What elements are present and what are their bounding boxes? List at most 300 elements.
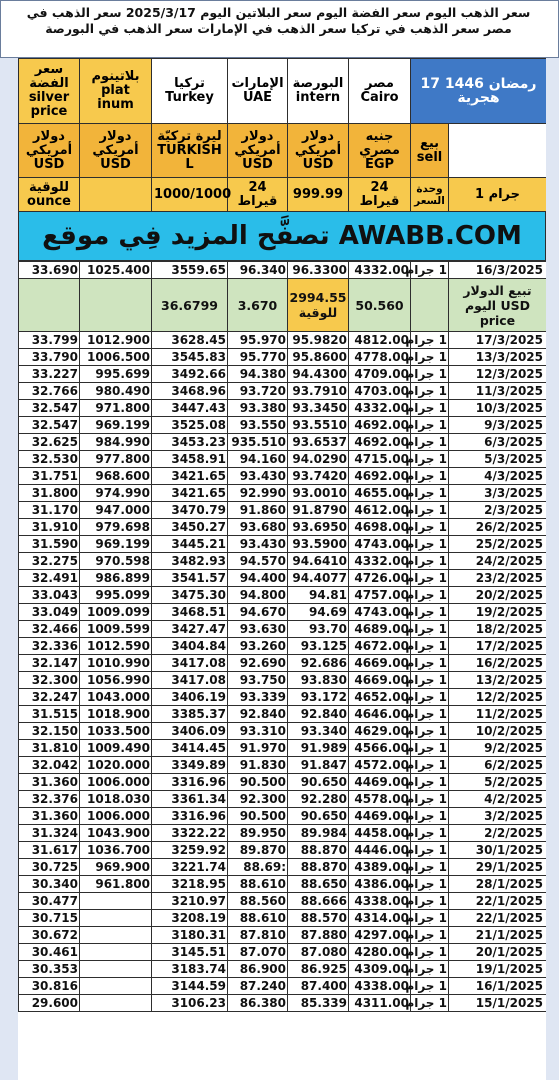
cell-uae: 86.380 [228, 995, 288, 1012]
table-row [19, 502, 547, 519]
table-row [19, 451, 547, 468]
cell-date: 5/3/2025 [449, 451, 547, 468]
cell-turkey: 3417.08 [152, 672, 228, 689]
cell-cairo: 4332.00 [349, 262, 411, 279]
cell-uae: 88.610 [228, 876, 288, 893]
cell-uae: 87.070 [228, 944, 288, 961]
cell-cairo: 4566.00 [349, 740, 411, 757]
table-row [19, 740, 547, 757]
table-row [19, 332, 547, 349]
cell-turkey: 3406.09 [152, 723, 228, 740]
left-margin [0, 58, 18, 1080]
unit-gram: 1 جرام [449, 178, 547, 212]
table-row [19, 893, 547, 910]
header-turkey: تركيا Turkey [152, 59, 228, 124]
cell-cairo: 4280.00 [349, 944, 411, 961]
price-intern: 2994.55 للوقية [288, 279, 349, 332]
table-row [19, 587, 547, 604]
cell-unit: 1 جرام [405, 860, 447, 874]
cell-unit: 1 جرام [405, 588, 447, 602]
table-row [19, 621, 547, 638]
unit-intern: 999.99 [288, 178, 349, 212]
cell-date: 20/2/2025 [449, 587, 547, 604]
cell-turkey: 3450.27 [152, 519, 228, 536]
unit-cairo: 24 قيراط [349, 178, 411, 212]
cell-silver: 30.715 [19, 910, 80, 927]
cell-date: 3/3/2025 [449, 485, 547, 502]
cell-date: 4/2/2025 [449, 791, 547, 808]
cell-intern: 93.125 [288, 638, 349, 655]
cell-uae: 90.500 [228, 808, 288, 825]
cell-platinum: 969.199 [80, 417, 152, 434]
cell-intern: 90.650 [288, 808, 349, 825]
cell-platinum: 947.000 [80, 502, 152, 519]
cell-date: 28/1/2025 [449, 876, 547, 893]
cell-intern: 94.81 [288, 587, 349, 604]
cell-silver: 31.170 [19, 502, 80, 519]
cell-cairo: 4692.00 [349, 434, 411, 451]
unit-uae: 24 قيراط [228, 178, 288, 212]
cell-intern: 92.840 [288, 706, 349, 723]
cell-platinum: 970.598 [80, 553, 152, 570]
cell-turkey: 3414.45 [152, 740, 228, 757]
unit-silver: للوقية ounce [19, 178, 80, 212]
cell-silver: 31.910 [19, 519, 80, 536]
cell-intern: 93.340 [288, 723, 349, 740]
cell-platinum [80, 961, 152, 978]
cell-cairo: 4646.00 [349, 706, 411, 723]
cell-unit: 1 جرام [405, 690, 447, 704]
cell-turkey: 3427.47 [152, 621, 228, 638]
cell-turkey: 3417.08 [152, 655, 228, 672]
cell-platinum: 961.800 [80, 876, 152, 893]
cell-intern: 94.6410 [288, 553, 349, 570]
cell-unit: 1 جرام [405, 605, 447, 619]
unit-platinum [80, 178, 152, 212]
cell-intern: 93.0010 [288, 485, 349, 502]
cell-intern: 88.870 [288, 842, 349, 859]
cell-platinum: 1025.400 [80, 262, 152, 279]
currency-blank [449, 124, 547, 178]
currency-sell: بيع sell [411, 124, 449, 178]
cell-date: 25/2/2025 [449, 536, 547, 553]
cell-platinum: 1036.700 [80, 842, 152, 859]
cell-uae: 87.240 [228, 978, 288, 995]
cell-date: 6/3/2025 [449, 434, 547, 451]
cell-platinum: 980.490 [80, 383, 152, 400]
cell-turkey: 3316.96 [152, 774, 228, 791]
cell-turkey: 3183.74 [152, 961, 228, 978]
cell-unit: 1 جرام [405, 622, 447, 636]
cell-platinum: 984.990 [80, 434, 152, 451]
cell-turkey: 3218.95 [152, 876, 228, 893]
cell-silver: 33.043 [19, 587, 80, 604]
cell-uae: 93.310 [228, 723, 288, 740]
cell-date: 21/1/2025 [449, 927, 547, 944]
cell-intern: 90.650 [288, 774, 349, 791]
cell-turkey: 3145.51 [152, 944, 228, 961]
cell-uae: 94.670 [228, 604, 288, 621]
table-row [19, 757, 547, 774]
table-row [19, 536, 547, 553]
cell-intern: 89.984 [288, 825, 349, 842]
cell-cairo: 4332.00 [349, 553, 411, 570]
cell-cairo: 4297.00 [349, 927, 411, 944]
cell-cairo: 4446.00 [349, 842, 411, 859]
cell-cairo: 4743.00 [349, 604, 411, 621]
cell-unit: 1 جرام [405, 367, 447, 381]
cell-uae: 91.830 [228, 757, 288, 774]
right-margin [546, 58, 559, 1080]
cell-unit: 1 جرام [405, 911, 447, 925]
cell-cairo: 4757.00 [349, 587, 411, 604]
cell-unit: 1 جرام [405, 333, 447, 347]
cell-uae: 94.160 [228, 451, 288, 468]
cell-unit: 1 جرام [405, 435, 447, 449]
cell-unit: 1 جرام [405, 520, 447, 534]
cell-cairo: 4655.00 [349, 485, 411, 502]
header-table [18, 58, 547, 212]
cell-silver: 31.617 [19, 842, 80, 859]
cell-unit: 1 جرام [405, 792, 447, 806]
price-silver [19, 279, 80, 332]
cell-turkey: 3421.65 [152, 485, 228, 502]
table-row [19, 366, 547, 383]
cell-turkey: 3492.66 [152, 366, 228, 383]
cell-intern: 93.70 [288, 621, 349, 638]
cell-platinum: 1043.000 [80, 689, 152, 706]
cell-cairo: 4612.00 [349, 502, 411, 519]
cell-platinum [80, 893, 152, 910]
cell-date: 26/2/2025 [449, 519, 547, 536]
cell-unit: 1 جرام [405, 452, 447, 466]
cell-turkey: 3453.23 [152, 434, 228, 451]
cell-silver: 31.360 [19, 808, 80, 825]
cell-unit: 1 جرام [405, 503, 447, 517]
cell-unit: 1 جرام [405, 962, 447, 976]
cell-silver: 33.799 [19, 332, 80, 349]
cell-platinum: 1006.000 [80, 808, 152, 825]
cell-platinum: 1056.990 [80, 672, 152, 689]
cell-date: 19/2/2025 [449, 604, 547, 621]
cell-intern: 94.69 [288, 604, 349, 621]
cell-turkey: 3468.96 [152, 383, 228, 400]
cell-turkey: 3445.21 [152, 536, 228, 553]
price-cairo: 50.560 [349, 279, 411, 332]
cell-turkey: 3628.45 [152, 332, 228, 349]
table-row [19, 689, 547, 706]
table-row [19, 944, 547, 961]
header-platinum: بلاتينوم plat inum [80, 59, 152, 124]
cell-turkey: 3421.65 [152, 468, 228, 485]
cell-cairo: 4812.00 [349, 332, 411, 349]
table-row [19, 417, 547, 434]
cell-silver: 32.466 [19, 621, 80, 638]
cell-turkey: 3541.57 [152, 570, 228, 587]
table-row [19, 655, 547, 672]
cell-date: 16/2/2025 [449, 655, 547, 672]
table-row [19, 723, 547, 740]
cell-uae: 88.560 [228, 893, 288, 910]
cell-intern: 92.280 [288, 791, 349, 808]
cell-uae: 94.380 [228, 366, 288, 383]
cell-cairo: 4743.00 [349, 536, 411, 553]
cell-unit: 1 جرام [405, 656, 447, 670]
cell-silver: 30.816 [19, 978, 80, 995]
cell-date: 16/1/2025 [449, 978, 547, 995]
table-row [19, 842, 547, 859]
cell-silver: 33.227 [19, 366, 80, 383]
table-row [19, 638, 547, 655]
cell-uae: 90.500 [228, 774, 288, 791]
cell-unit: 1 جرام [405, 996, 447, 1010]
cell-date: 3/2/2025 [449, 808, 547, 825]
cell-silver: 30.461 [19, 944, 80, 961]
cell-unit: 1 جرام [405, 486, 447, 500]
cell-cairo: 4469.00 [349, 808, 411, 825]
cell-date: 5/2/2025 [449, 774, 547, 791]
cell-uae: 95.770 [228, 349, 288, 366]
cell-turkey: 3404.84 [152, 638, 228, 655]
cell-turkey: 3210.97 [152, 893, 228, 910]
cell-platinum: 974.990 [80, 485, 152, 502]
cell-unit: 1 جرام [405, 401, 447, 415]
cell-cairo: 4469.00 [349, 774, 411, 791]
cell-cairo: 4692.00 [349, 417, 411, 434]
cell-platinum: 1009.490 [80, 740, 152, 757]
cell-uae: 93.550 [228, 417, 288, 434]
price-label-unit [411, 279, 449, 332]
cell-unit: 1 جرام [405, 469, 447, 483]
cell-turkey: 3468.51 [152, 604, 228, 621]
unit-turkey: 1000/1000 [152, 178, 228, 212]
cell-silver: 33.790 [19, 349, 80, 366]
cell-unit: 1 جرام [405, 741, 447, 755]
cell-silver: 32.376 [19, 791, 80, 808]
cell-silver: 32.300 [19, 672, 80, 689]
cell-date: 9/3/2025 [449, 417, 547, 434]
cell-unit: 1 جرام [405, 724, 447, 738]
cell-date: 13/2/2025 [449, 672, 547, 689]
cell-intern: 93.172 [288, 689, 349, 706]
cell-cairo: 4698.00 [349, 519, 411, 536]
cell-platinum: 1020.000 [80, 757, 152, 774]
cell-platinum: 1006.000 [80, 774, 152, 791]
cell-unit: 1 جرام [405, 758, 447, 772]
cell-turkey: 3470.79 [152, 502, 228, 519]
currency-cairo: جنيه مصري EGP [349, 124, 411, 178]
table-row [19, 791, 547, 808]
cell-uae: 87.810 [228, 927, 288, 944]
price-table [18, 261, 547, 1012]
cell-intern: 93.7910 [288, 383, 349, 400]
cell-unit: 1 جرام [405, 571, 447, 585]
cell-uae: 93.750 [228, 672, 288, 689]
cell-uae: 89.950 [228, 825, 288, 842]
header-silver: سعر الفضة silver price [19, 59, 80, 124]
table-row [19, 910, 547, 927]
table-row [19, 434, 547, 451]
cell-turkey: 3525.08 [152, 417, 228, 434]
cell-silver: 32.625 [19, 434, 80, 451]
cell-silver: 32.150 [19, 723, 80, 740]
cell-unit: 1 جرام [405, 707, 447, 721]
cell-cairo: 4703.00 [349, 383, 411, 400]
table-row [19, 383, 547, 400]
cell-date: 22/1/2025 [449, 910, 547, 927]
cell-unit: 1 جرام [405, 263, 447, 277]
cell-silver: 32.491 [19, 570, 80, 587]
cell-intern: 91.989 [288, 740, 349, 757]
cell-platinum: 1012.590 [80, 638, 152, 655]
cell-intern: 96.3300 [288, 262, 349, 279]
cell-silver: 32.147 [19, 655, 80, 672]
cell-unit: 1 جرام [405, 639, 447, 653]
cell-turkey: 3475.30 [152, 587, 228, 604]
cell-uae: 94.800 [228, 587, 288, 604]
unit-label: وحدة السعر [411, 178, 449, 212]
cell-silver: 32.042 [19, 757, 80, 774]
cell-turkey: 3385.37 [152, 706, 228, 723]
cell-turkey: 3322.22 [152, 825, 228, 842]
cell-intern: 91.8790 [288, 502, 349, 519]
cell-platinum: 995.099 [80, 587, 152, 604]
currency-intern: دولار أمريكي USD [288, 124, 349, 178]
cell-uae: 93.430 [228, 536, 288, 553]
cell-cairo: 4652.00 [349, 689, 411, 706]
header-date-hijri: 17 رمضان 1446 هجرية [411, 59, 547, 124]
cell-turkey: 3259.92 [152, 842, 228, 859]
table-row [19, 349, 547, 366]
cell-date: 19/1/2025 [449, 961, 547, 978]
cell-date: 22/1/2025 [449, 893, 547, 910]
cell-turkey: 3545.83 [152, 349, 228, 366]
cell-unit: 1 جرام [405, 826, 447, 840]
table-row [19, 262, 547, 279]
cell-silver: 31.324 [19, 825, 80, 842]
cell-intern: 92.686 [288, 655, 349, 672]
table-row [19, 604, 547, 621]
cell-silver: 31.751 [19, 468, 80, 485]
cell-date: 10/3/2025 [449, 400, 547, 417]
cell-platinum: 1012.900 [80, 332, 152, 349]
cell-platinum: 1006.500 [80, 349, 152, 366]
cell-turkey: 3144.59 [152, 978, 228, 995]
cell-date: 9/2/2025 [449, 740, 547, 757]
cell-unit: 1 جرام [405, 843, 447, 857]
cell-intern: 93.6950 [288, 519, 349, 536]
cell-intern: 88.650 [288, 876, 349, 893]
cell-uae: 89.870 [228, 842, 288, 859]
cell-uae: 92.990 [228, 485, 288, 502]
table-row [19, 995, 547, 1012]
cell-uae: 93.380 [228, 400, 288, 417]
cell-intern: 86.925 [288, 961, 349, 978]
price-platinum [80, 279, 152, 332]
cell-platinum: 1033.500 [80, 723, 152, 740]
table-row [19, 672, 547, 689]
cell-unit: 1 جرام [405, 894, 447, 908]
currency-turkey: ليرة تركيّة TURKISH L [152, 124, 228, 178]
cell-platinum: 977.800 [80, 451, 152, 468]
cell-turkey: 3208.19 [152, 910, 228, 927]
cell-intern: 95.9820 [288, 332, 349, 349]
cell-turkey: 3447.43 [152, 400, 228, 417]
cell-intern: 87.080 [288, 944, 349, 961]
cell-turkey: 3106.23 [152, 995, 228, 1012]
cell-platinum [80, 944, 152, 961]
cell-intern: 88.870 [288, 859, 349, 876]
price-uae: 3.670 [228, 279, 288, 332]
cell-intern: 87.880 [288, 927, 349, 944]
cell-uae: 93.339 [228, 689, 288, 706]
cell-date: 30/1/2025 [449, 842, 547, 859]
table-row [19, 706, 547, 723]
cell-silver: 29.600 [19, 995, 80, 1012]
cell-platinum: 1018.900 [80, 706, 152, 723]
cell-date: 11/2/2025 [449, 706, 547, 723]
cell-silver: 31.360 [19, 774, 80, 791]
cell-silver: 32.275 [19, 553, 80, 570]
table-row [19, 519, 547, 536]
table-row [19, 774, 547, 791]
cell-silver: 32.766 [19, 383, 80, 400]
cell-date: 16/3/2025 [449, 262, 547, 279]
usd-price-row [19, 279, 547, 332]
cell-cairo: 4669.00 [349, 672, 411, 689]
cell-cairo: 4458.00 [349, 825, 411, 842]
cell-date: 17/2/2025 [449, 638, 547, 655]
cell-uae: 92.300 [228, 791, 288, 808]
cell-silver: 32.247 [19, 689, 80, 706]
cell-date: 15/1/2025 [449, 995, 547, 1012]
cell-cairo: 4311.00 [349, 995, 411, 1012]
cell-date: 12/2/2025 [449, 689, 547, 706]
cell-cairo: 4689.00 [349, 621, 411, 638]
cell-cairo: 4314.00 [349, 910, 411, 927]
cell-platinum: 1009.099 [80, 604, 152, 621]
cell-turkey: 3361.34 [152, 791, 228, 808]
cell-turkey: 3482.93 [152, 553, 228, 570]
cell-silver: 32.530 [19, 451, 80, 468]
cell-date: 13/3/2025 [449, 349, 547, 366]
cell-cairo: 4338.00 [349, 978, 411, 995]
cell-uae: 92.690 [228, 655, 288, 672]
cell-unit: 1 جرام [405, 945, 447, 959]
cell-silver: 30.340 [19, 876, 80, 893]
cell-uae: 94.400 [228, 570, 288, 587]
cell-cairo: 4669.00 [349, 655, 411, 672]
cell-intern: 93.5900 [288, 536, 349, 553]
cell-intern: 94.4077 [288, 570, 349, 587]
cell-unit: 1 جرام [405, 809, 447, 823]
cell-unit: 1 جرام [405, 384, 447, 398]
cell-date: 11/3/2025 [449, 383, 547, 400]
cell-platinum: 1009.599 [80, 621, 152, 638]
cell-turkey: 3458.91 [152, 451, 228, 468]
cell-silver: 33.690 [19, 262, 80, 279]
cell-platinum [80, 995, 152, 1012]
cell-unit: 1 جرام [405, 350, 447, 364]
cell-cairo: 4309.00 [349, 961, 411, 978]
cell-unit: 1 جرام [405, 928, 447, 942]
cell-silver: 31.515 [19, 706, 80, 723]
cell-turkey: 3349.89 [152, 757, 228, 774]
cell-intern: 93.6537 [288, 434, 349, 451]
header-uae: الإمارات UAE [228, 59, 288, 124]
table-row [19, 961, 547, 978]
currency-platinum: دولار أمريكي USD [80, 124, 152, 178]
